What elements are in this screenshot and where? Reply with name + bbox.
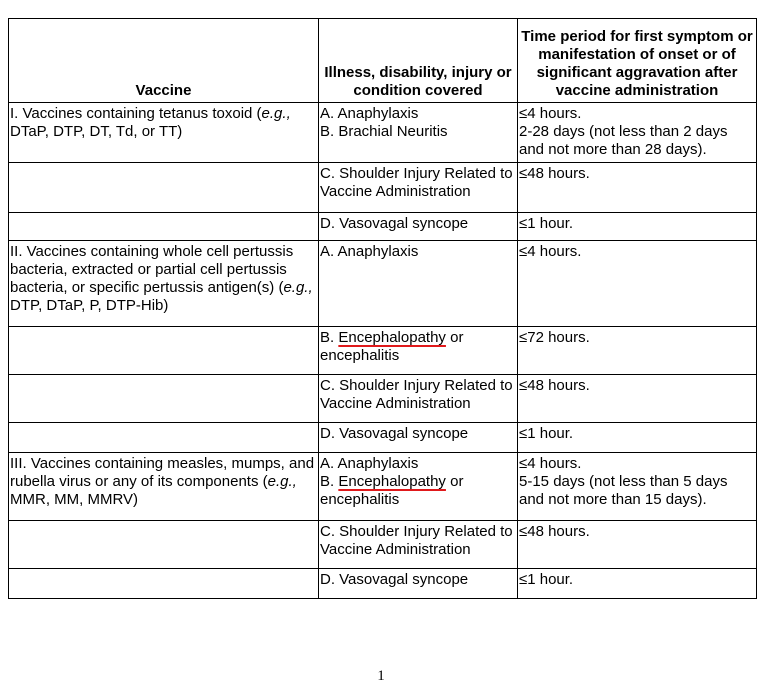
time-item: ≤72 hours. [519, 329, 590, 346]
table-row [9, 241, 757, 327]
vaccine-cell-empty [9, 521, 319, 569]
page-number: 1 [377, 668, 385, 684]
table-row [9, 327, 757, 375]
header-time-period: Time period for first symptom or manifestation of onset or of significant aggravation after vaccine administration [518, 19, 757, 103]
illness-item: C. Shoulder Injury Related to Vaccine Administration [320, 523, 513, 558]
table-row [9, 423, 757, 453]
time-cell [518, 103, 757, 163]
vaccine-cell: II. Vaccines containing whole cell pertussis bacteria, extracted or partial cell pertussis bacteria, or specific pertussis antigen(s) (e.g., DTP, DTaP, P, DTP-Hib) [9, 241, 319, 327]
vaccine-cell-empty [9, 569, 319, 599]
illness-item: D. Vasovagal syncope [320, 571, 469, 588]
time-item: ≤4 hours. [519, 243, 582, 260]
illness-cell [319, 453, 518, 521]
table-row [9, 521, 757, 569]
table-row [9, 569, 757, 599]
illness-cell [319, 103, 518, 163]
spellcheck-underlined-word: Encephalopathy [338, 473, 446, 490]
illness-cell: B. Encephalopathy or encephalitis [319, 327, 518, 375]
illness-item: D. Vasovagal syncope [320, 425, 469, 442]
time-cell [518, 569, 757, 599]
time-item: 2-28 days (not less than 2 days and not more than 28 days). [519, 123, 728, 158]
time-item: ≤48 hours. [519, 523, 590, 540]
vaccine-cell: I. Vaccines containing tetanus toxoid (e.g., DTaP, DTP, DT, Td, or TT) [9, 103, 319, 163]
illness-cell [319, 521, 518, 569]
illness-cell [319, 569, 518, 599]
time-cell [518, 213, 757, 241]
illness-cell [319, 241, 518, 327]
time-cell [518, 423, 757, 453]
illness-item: B. Encephalopathy or encephalitis [320, 473, 464, 508]
time-cell [518, 453, 757, 521]
illness-item: A. Anaphylaxis [320, 243, 419, 260]
illness-cell [319, 375, 518, 423]
time-item: ≤1 hour. [519, 425, 574, 442]
vaccine-cell-empty [9, 327, 319, 375]
vaccine-cell-empty [9, 423, 319, 453]
vaccine-injury-table [8, 18, 757, 599]
time-item: ≤1 hour. [519, 215, 574, 232]
time-cell [518, 375, 757, 423]
vaccine-cell-empty [9, 163, 319, 213]
illness-cell [319, 423, 518, 453]
illness-item: A. Anaphylaxis [320, 455, 419, 472]
time-item: ≤48 hours. [519, 377, 590, 394]
vaccine-cell-empty [9, 375, 319, 423]
time-item: ≤4 hours. [519, 455, 582, 472]
illness-cell [319, 163, 518, 213]
header-row [9, 19, 757, 103]
time-cell [518, 163, 757, 213]
table-row [9, 103, 757, 163]
illness-item: C. Shoulder Injury Related to Vaccine Administration [320, 377, 513, 412]
time-cell [518, 327, 757, 375]
illness-cell [319, 213, 518, 241]
table-row [9, 163, 757, 213]
header-illness: Illness, disability, injury or condition covered [319, 19, 518, 103]
time-item: ≤48 hours. [519, 165, 590, 182]
illness-item: D. Vasovagal syncope [320, 215, 469, 232]
vaccine-cell-empty [9, 213, 319, 241]
time-cell [518, 241, 757, 327]
table-row [9, 213, 757, 241]
vaccine-cell: III. Vaccines containing measles, mumps, and rubella virus or any of its components (e.g., MMR, MM, MMRV) [9, 453, 319, 521]
time-item: ≤1 hour. [519, 571, 574, 588]
illness-item: B. Brachial Neuritis [320, 123, 448, 140]
illness-item: C. Shoulder Injury Related to Vaccine Administration [320, 165, 513, 200]
time-item: 5-15 days (not less than 5 days and not more than 15 days). [519, 473, 728, 508]
spellcheck-underlined-word: Encephalopathy [338, 329, 446, 346]
table-row [9, 375, 757, 423]
table-row [9, 453, 757, 521]
header-vaccine: Vaccine [9, 19, 319, 103]
time-item: ≤4 hours. [519, 105, 582, 122]
time-cell [518, 521, 757, 569]
illness-item: A. Anaphylaxis [320, 105, 419, 122]
